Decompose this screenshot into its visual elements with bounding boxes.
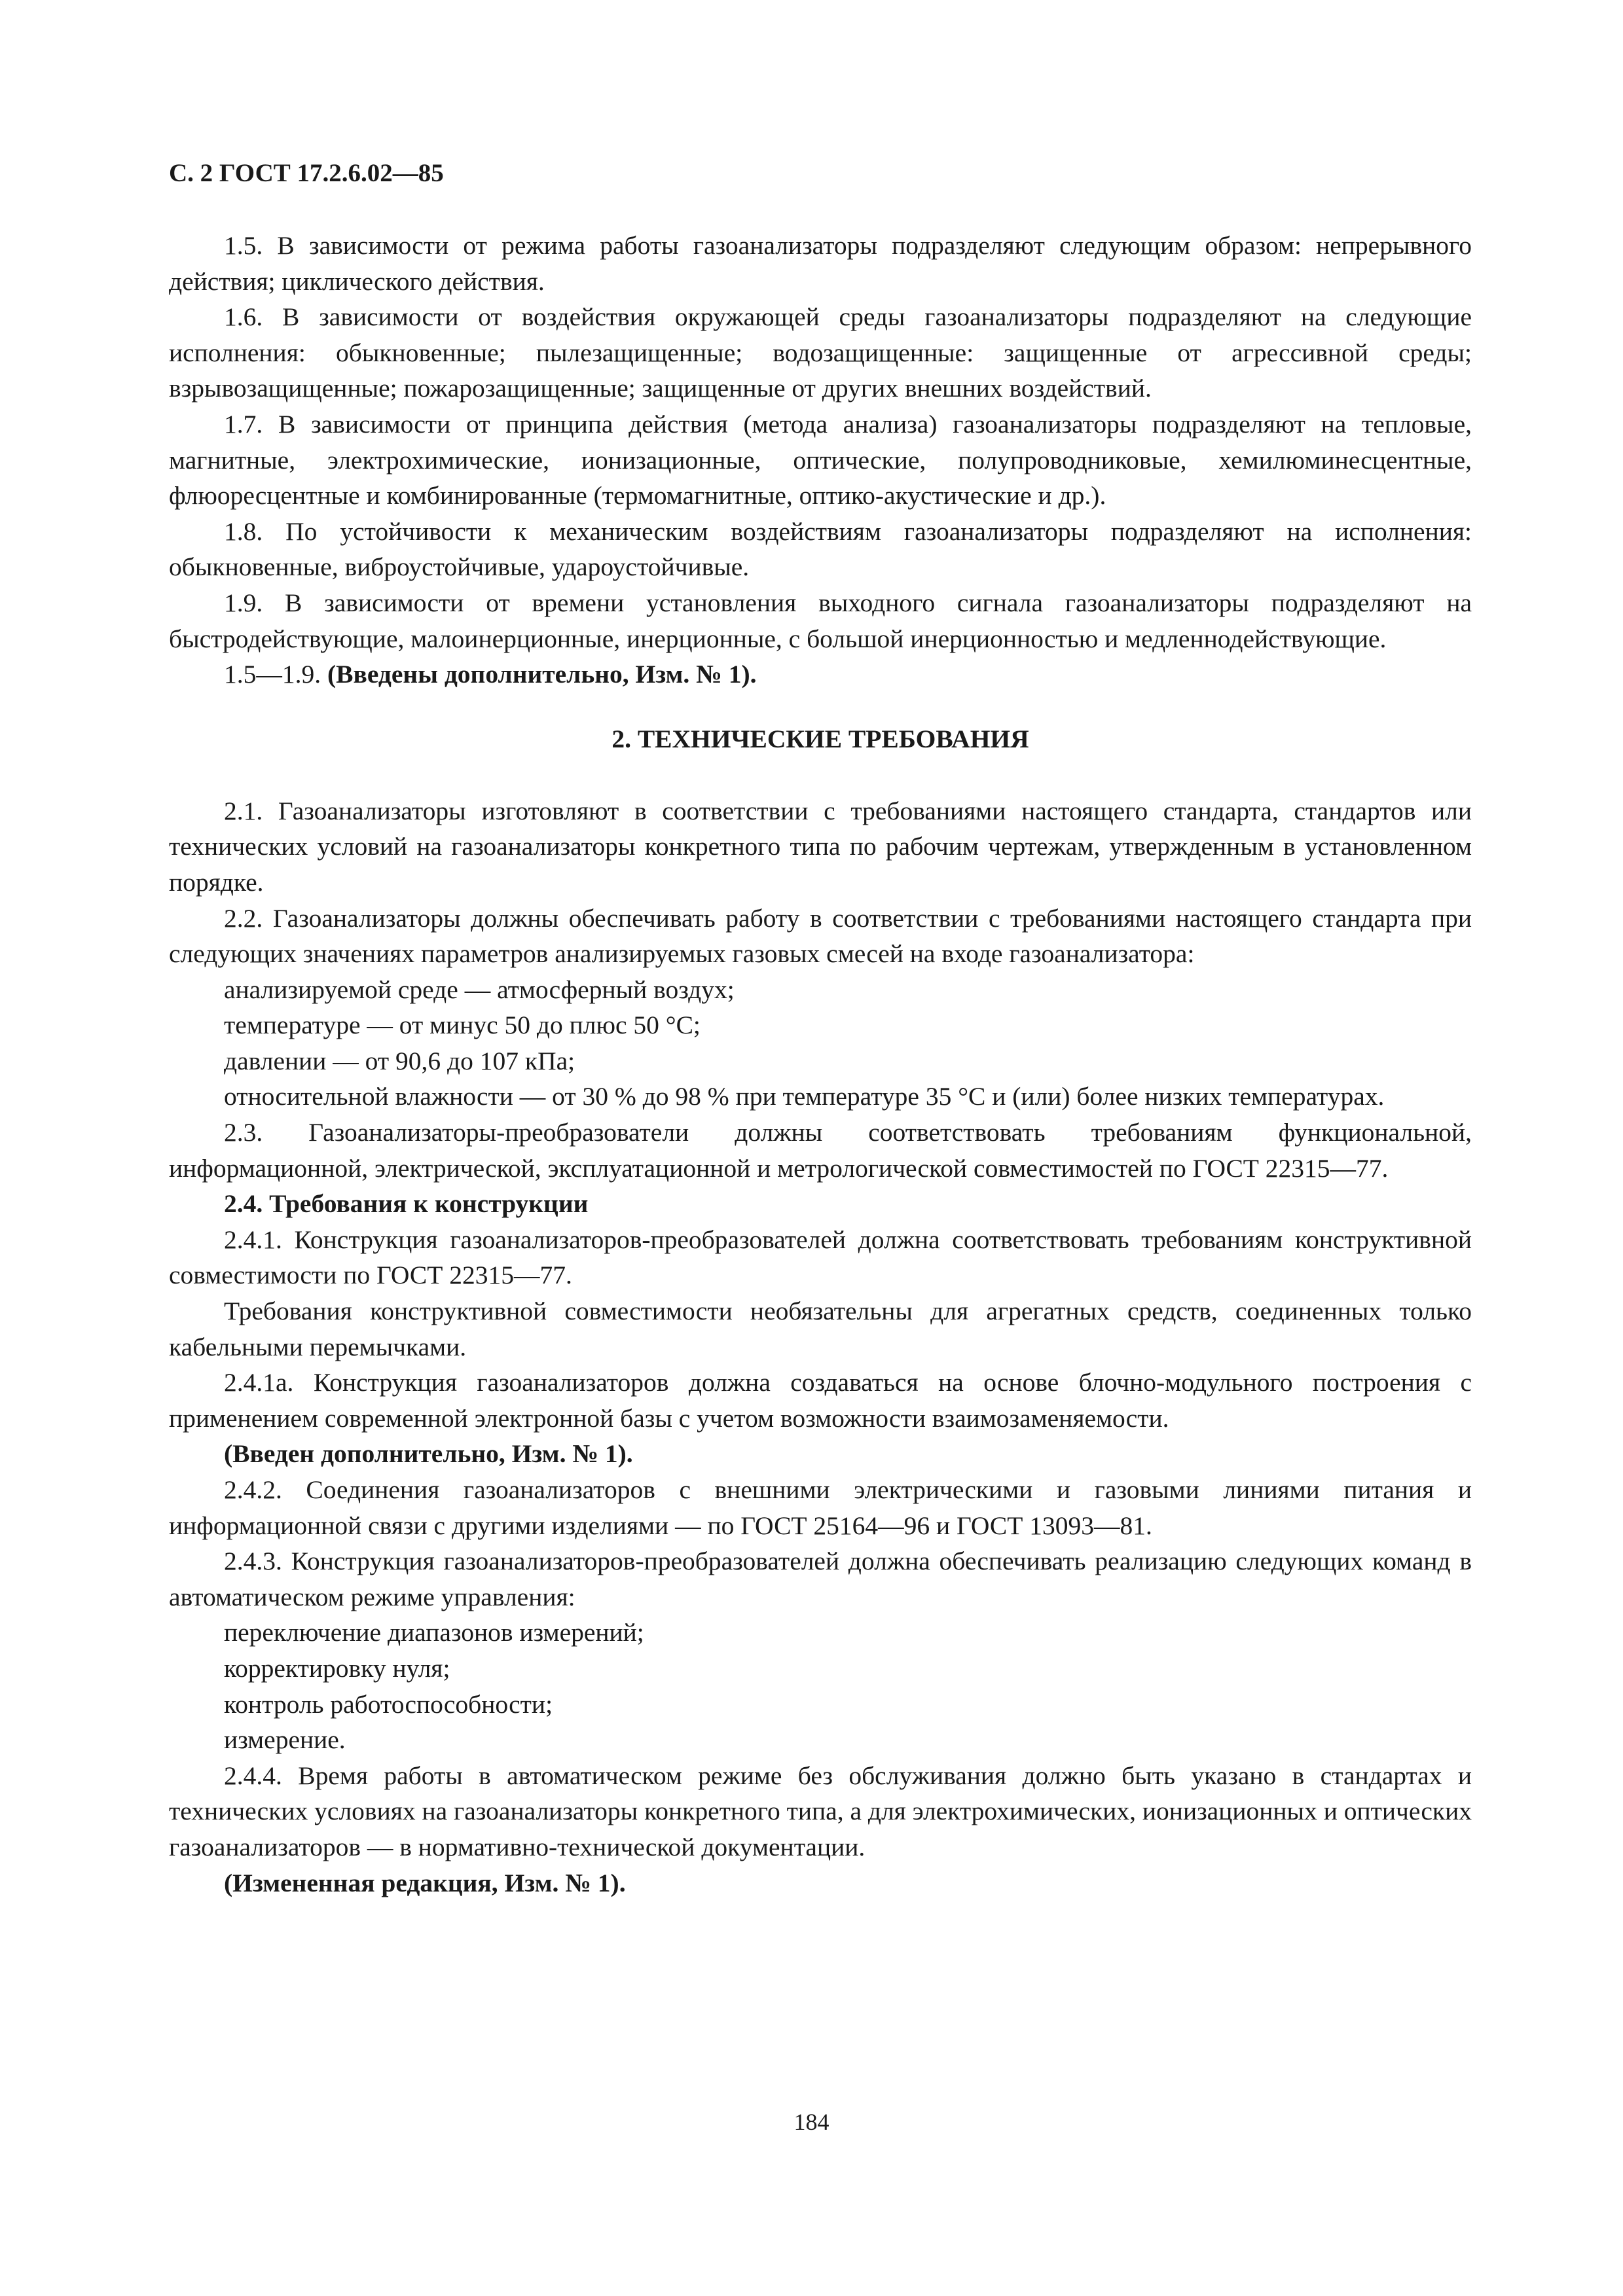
clause-2-4-3: 2.4.3. Конструкция газоанализаторов-преобразователей должна обеспечивать реализацию следующих команд в автоматическом режиме управления: bbox=[169, 1547, 1472, 1611]
running-head: С. 2 ГОСТ 17.2.6.02—85 bbox=[169, 159, 444, 187]
page-number: 184 bbox=[793, 2109, 830, 2135]
clause-1-8: 1.8. По устойчивости к механическим воздействиям газоанализаторы подразделяют на исполнения: обыкновенные, виброустойчивые, удароустойчивые. bbox=[169, 516, 1472, 582]
section-title: 2. ТЕХНИЧЕСКИЕ ТРЕБОВАНИЯ bbox=[611, 724, 1029, 753]
command-item: переключение диапазонов измерений; bbox=[224, 1618, 644, 1647]
command-item: корректировку нуля; bbox=[224, 1653, 450, 1683]
clause-2-4-1a: 2.4.1а. Конструкция газоанализаторов должна создаваться на основе блочно-модульного построения с применением современной электронной базы с учетом возможности взаимозаменяемости. bbox=[169, 1368, 1472, 1433]
clause-1-6: 1.6. В зависимости от воздействия окружающей среды газоанализаторы подразделяют на следующие исполнения: обыкновенные; пылезащищенные; водозащищенные: защищенные от агрессивной среды; взрывозащищенные; пожарозащищенные; защищенные от других внешних воздействий. bbox=[169, 302, 1472, 403]
condition-item: анализируемой среде — атмосферный воздух; bbox=[224, 975, 735, 1004]
clause-2-4-2: 2.4.2. Соединения газоанализаторов с внешними электрическими и газовыми линиями питания и информационной связи с другими изделиями — по ГОСТ 25164—96 и ГОСТ 13093—81. bbox=[169, 1475, 1472, 1540]
clause-2-4-1: 2.4.1. Конструкция газоанализаторов-преобразователей должна соответствовать требованиям конструктивной совместимости по ГОСТ 22315—77. bbox=[169, 1225, 1472, 1290]
clause-1-7: 1.7. В зависимости от принципа действия (метода анализа) газоанализаторы подразделяют на тепловые, магнитные, электрохимические, ионизационные, оптические, полупроводниковые, хемилюминесцентные, флюоресцентные и комбинированные (термомагнитные, оптико-акустические и др.). bbox=[169, 409, 1472, 511]
clause-2-4-1-note: Требования конструктивной совместимости необязательны для агрегатных средств, соединенных только кабельными перемычками. bbox=[169, 1297, 1472, 1361]
amendment-note-1-5-1-9 bbox=[169, 656, 1472, 692]
command-item: измерение. bbox=[224, 1725, 346, 1755]
clause-1-5: 1.5. В зависимости от режима работы газоанализаторы подразделяют следующим образом: непрерывного действия; циклического действия. bbox=[169, 231, 1472, 296]
amendment-note-2-4-1a: (Введен дополнительно, Изм. № 1). bbox=[224, 1439, 633, 1469]
amendment-text: (Введены дополнительно, Изм. № 1). bbox=[327, 660, 757, 689]
clause-1-9: 1.9. В зависимости от времени установления выходного сигнала газоанализаторы подразделяют на быстродействующие, малоинерционные, инерционные, с большой инерционностью и медленнодействующие. bbox=[169, 588, 1472, 653]
clause-2-3: 2.3. Газоанализаторы-преобразователи должны соответствовать требованиям функциональной, информационной, электрической, эксплуатационной и метрологической совместимостей по ГОСТ 22315—77. bbox=[169, 1118, 1472, 1183]
clause-2-4-4: 2.4.4. Время работы в автоматическом режиме без обслуживания должно быть указано в стандартах и технических условиях на газоанализаторы конкретного типа, а для электрохимических, ионизационных и оптических газоанализаторов — в нормативно-технической документации. bbox=[169, 1761, 1472, 1861]
clause-2-1: 2.1. Газоанализаторы изготовляют в соответствии с требованиями настоящего стандарта, стандартов или технических условий на газоанализаторы конкретного типа по рабочим чертежам, утвержденным в установленном порядке. bbox=[169, 796, 1472, 897]
command-item: контроль работоспособности; bbox=[224, 1689, 553, 1719]
subsection-heading-2-4: 2.4. Требования к конструкции bbox=[224, 1189, 589, 1219]
condition-item: температуре — от минус 50 до плюс 50 °С; bbox=[224, 1011, 701, 1040]
clause-2-2: 2.2. Газоанализаторы должны обеспечивать работу в соответствии с требованиями настоящего стандарта при следующих значениях параметров анализируемых газовых смесей на входе газоанализатора: bbox=[169, 903, 1472, 969]
amendment-range: 1.5—1.9. bbox=[224, 660, 321, 689]
condition-item: относительной влажности — от 30 % до 98 % при температуре 35 °С и (или) более низких температурах. bbox=[224, 1082, 1385, 1111]
condition-item: давлении — от 90,6 до 107 кПа; bbox=[224, 1046, 575, 1075]
amendment-note-2-4-4: (Измененная редакция, Изм. № 1). bbox=[224, 1868, 626, 1897]
document-page bbox=[169, 157, 1472, 1901]
